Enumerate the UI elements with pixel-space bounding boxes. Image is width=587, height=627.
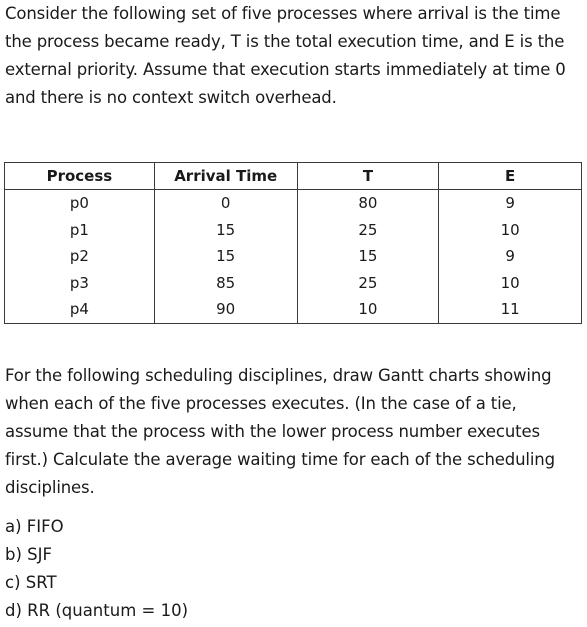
cell-process: p2 xyxy=(5,243,155,270)
cell-arrival: 85 xyxy=(154,270,297,297)
cell-t: 80 xyxy=(297,190,439,217)
question-parts-list xyxy=(5,513,188,625)
table-row xyxy=(5,190,582,217)
table-row xyxy=(5,243,582,270)
cell-e: 9 xyxy=(439,190,582,217)
cell-e: 10 xyxy=(439,217,582,244)
cell-process: p0 xyxy=(5,190,155,217)
cell-e: 9 xyxy=(439,243,582,270)
cell-process: p3 xyxy=(5,270,155,297)
header-e: E xyxy=(439,163,582,190)
table-header-row xyxy=(5,163,582,190)
list-item: c) SRT xyxy=(5,573,57,592)
table-row xyxy=(5,217,582,244)
list-item: a) FIFO xyxy=(5,517,64,536)
cell-arrival: 0 xyxy=(154,190,297,217)
header-process: Process xyxy=(5,163,155,190)
list-item: b) SJF xyxy=(5,545,52,564)
cell-e: 10 xyxy=(439,270,582,297)
cell-e: 11 xyxy=(439,296,582,323)
cell-t: 10 xyxy=(297,296,439,323)
intro-paragraph: Consider the following set of five processes where arrival is the time the process became ready, T is the total execution time, and E is the external priority. Assume that execution starts immediately at time 0 and there is no context switch overhead. xyxy=(5,4,566,107)
cell-arrival: 90 xyxy=(154,296,297,323)
cell-arrival: 15 xyxy=(154,243,297,270)
header-arrival-time: Arrival Time xyxy=(154,163,297,190)
table-row xyxy=(5,270,582,297)
cell-process: p1 xyxy=(5,217,155,244)
process-table xyxy=(4,162,582,324)
cell-t: 25 xyxy=(297,217,439,244)
instructions-paragraph: For the following scheduling disciplines, draw Gantt charts showing when each of the five processes executes. (In the case of a tie, assume that the process with the lower process number executes first.) Calculate the average waiting time for each of the scheduling disciplines. xyxy=(5,366,555,497)
list-item: d) RR (quantum = 10) xyxy=(5,601,189,620)
header-t: T xyxy=(297,163,439,190)
cell-t: 15 xyxy=(297,243,439,270)
cell-process: p4 xyxy=(5,296,155,323)
table-row xyxy=(5,296,582,323)
cell-arrival: 15 xyxy=(154,217,297,244)
cell-t: 25 xyxy=(297,270,439,297)
